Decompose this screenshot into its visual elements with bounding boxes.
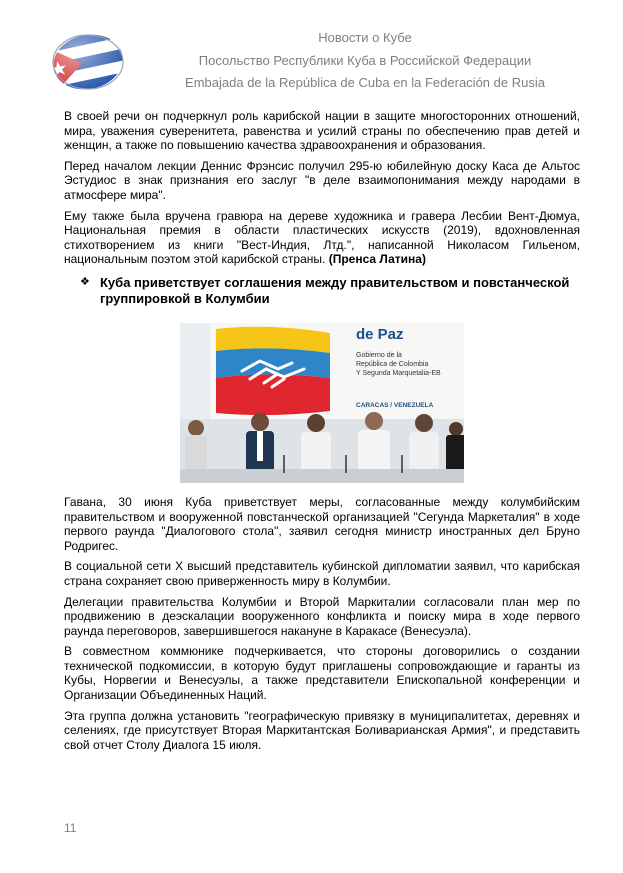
article-heading xyxy=(64,275,580,307)
paragraph-text: Ему также была вручена гравюра на дереве художника и гравера Лесбии Вент-Дюмуа, Национальная премия в области пластических искусств (2019), вдохновленная стихотворением из книги "Вест-Индия, Лтд.", написанной Николасом Гильеном, национальным поэтом этой карибской страны. xyxy=(64,208,580,267)
page-header xyxy=(0,0,623,100)
paragraph xyxy=(64,209,580,267)
paragraph: В своей речи он подчеркнул роль карибской нации в защите многосторонних отношений, мира, уважения суверенитета, равенства и усилий страны по обеспечению прав детей и женщин, а также по повышению качества здравоохранения и образования. xyxy=(64,109,580,153)
cuban-flag-logo-icon xyxy=(52,33,124,91)
article-title: Куба приветствует соглашения между правительством и повстанческой группировкой в Колумбии xyxy=(100,274,570,306)
news-source: (Пренса Латина) xyxy=(328,252,426,267)
paragraph: Перед началом лекции Деннис Фрэнсис получил 295-ю юбилейную доску Каса де Альтос Эстудиос в знак признания его заслуг "в деле взаимопонимания между народами в атмосфере мира". xyxy=(64,158,580,202)
photo-banner-line: Y Segunda Marquetalia-EB xyxy=(356,369,441,377)
paragraph: В социальной сети X высший представитель кубинской дипломатии заявил, что карибская страна сохраняет свою приверженность миру в Колумбии. xyxy=(64,559,580,588)
photo-banner-title: de Paz xyxy=(356,325,404,343)
paragraph: В совместном коммюнике подчеркивается, что стороны договорились о создании технической подкомиссии, в которую будут приглашены сопровождающие и гаранты из Кубы, Норвегии и Венесуэлы, а также представители Епископальной конференции и Организации Объединенных Наций. xyxy=(64,644,580,703)
page-content xyxy=(64,109,580,758)
header-title: Новости о Кубе xyxy=(318,30,412,45)
article-photo xyxy=(180,323,464,483)
paragraph: Гавана, 30 июня Куба приветствует меры, согласованные между колумбийским правительством и вооруженной повстанческой организацией "Сегунда Маркеталия" в ходе первого раунда "Диалогового стола", заявил сегодня министр иностранных дел Бруно Родригес. xyxy=(64,494,580,553)
photo-banner-line: Gobierno de la xyxy=(356,351,402,359)
photo-banner-line: República de Colombia xyxy=(356,360,429,368)
paragraph: Делегации правительства Колумбии и Второй Маркиталии согласовали план мер по продвижению в деэскалации вооруженного конфликта и поиску мира в ходе первого раунда переговоров, завершившегося накануне в Каракасе (Венесуэла). xyxy=(64,594,580,638)
header-embassy-ru: Посольство Республики Куба в Российской Федерации xyxy=(198,53,532,68)
header-embassy-es: Embajada de la República de Cuba en la Federación de Rusia xyxy=(185,75,545,90)
article-photo-wrap xyxy=(64,323,580,483)
photo-banner-place: CARACAS / VENEZUELA xyxy=(356,401,434,409)
diamond-bullet-icon: ❖ xyxy=(80,275,90,288)
page-number: 11 xyxy=(64,821,77,835)
paragraph: Эта группа должна установить "географическую привязку в муниципалитетах, деревнях и селениях, где присутствует Вторая Маркитантская Боливарианская Армия", и представить свой отчет Столу Диалога 15 июля. xyxy=(64,708,580,752)
